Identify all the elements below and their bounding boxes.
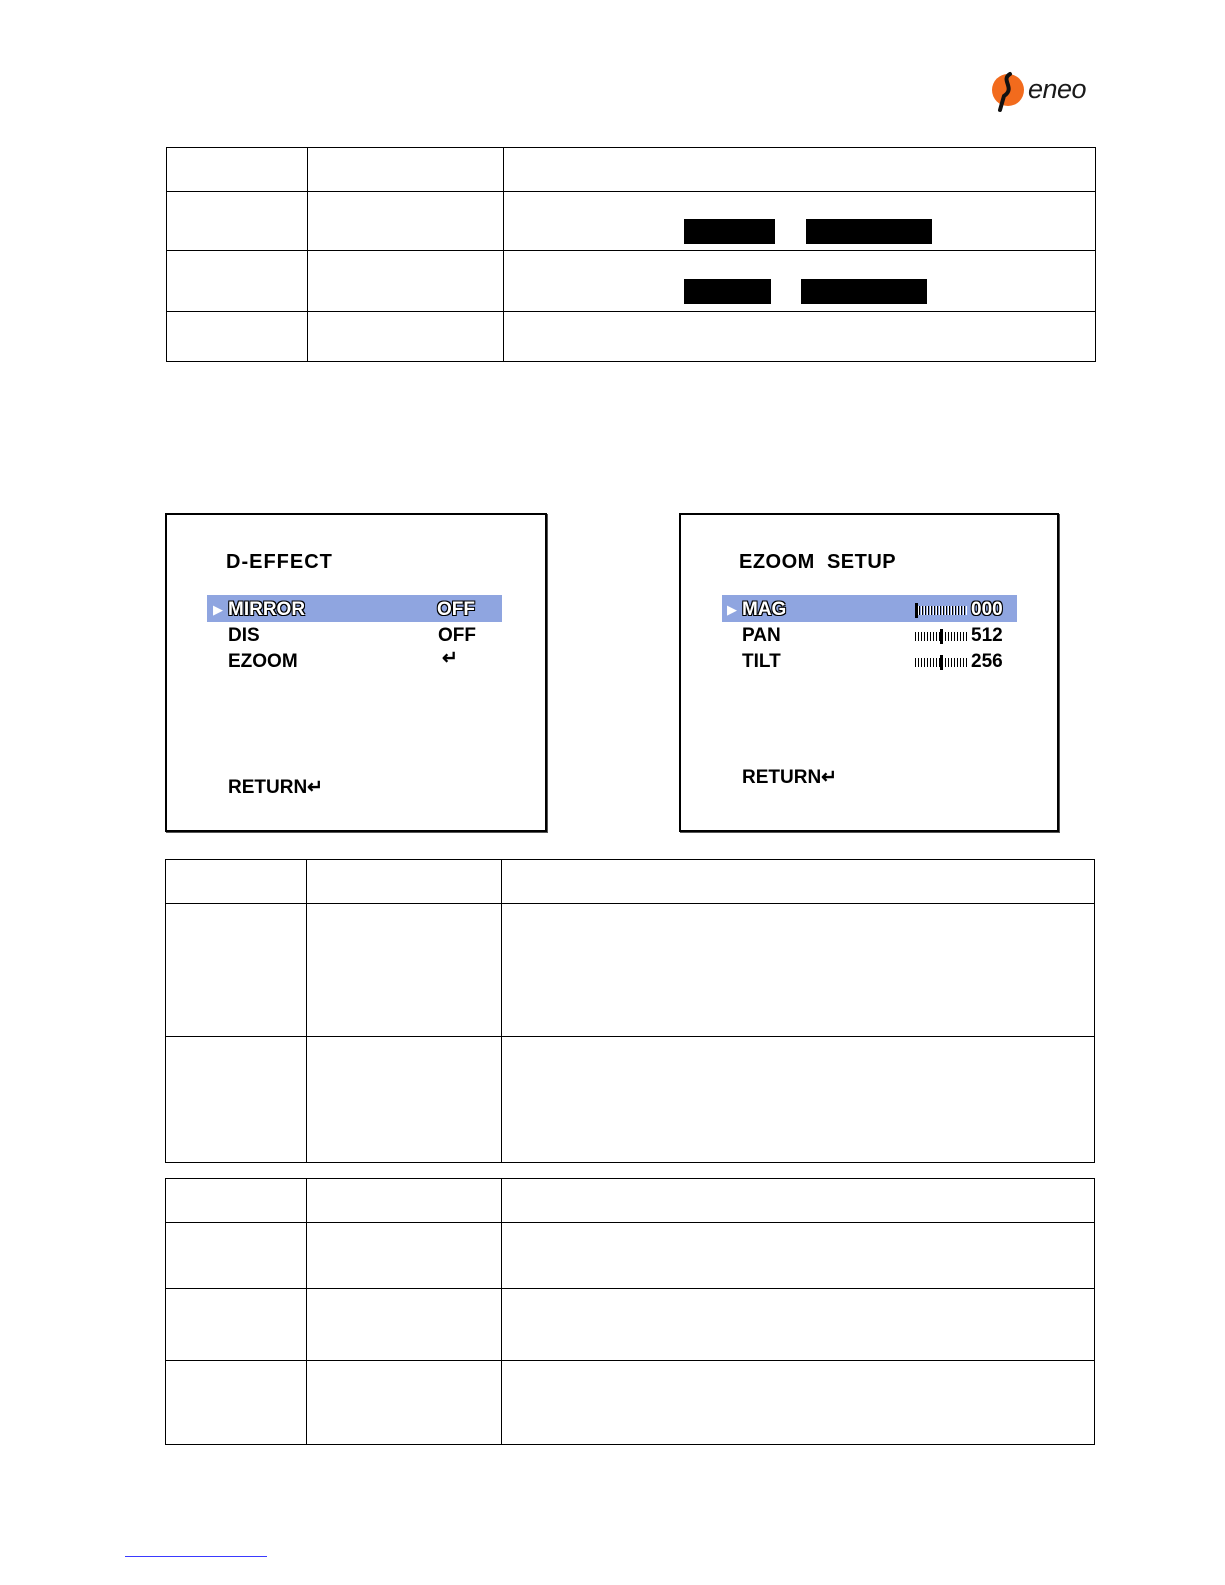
menu-item-mag[interactable]: MAG <box>742 599 787 620</box>
pan-value: 512 <box>971 625 1003 646</box>
table-cell <box>166 1361 307 1445</box>
table-cell <box>502 904 1095 1037</box>
redaction-block <box>801 279 927 304</box>
menu-value-dis[interactable]: OFF <box>438 625 476 646</box>
table-cell <box>166 1289 307 1361</box>
redaction-block <box>684 219 775 244</box>
table-3 <box>165 1178 1095 1445</box>
table-cell <box>167 251 308 312</box>
menu-item-ezoom[interactable]: EZOOM <box>228 651 298 672</box>
table-cell <box>167 312 308 362</box>
cursor-arrow-icon: ▶ <box>213 602 223 617</box>
table-cell <box>307 904 502 1037</box>
table-cell <box>166 860 307 904</box>
table-cell <box>166 1037 307 1163</box>
osd-title: EZOOM SETUP <box>739 551 897 573</box>
table-cell <box>502 1289 1095 1361</box>
table-cell <box>307 1223 502 1289</box>
table-cell <box>502 1223 1095 1289</box>
eneo-logo <box>990 68 1100 116</box>
table-cell <box>308 148 504 192</box>
table-cell <box>166 1179 307 1223</box>
menu-item-mirror[interactable]: MIRROR <box>228 599 306 620</box>
table-cell <box>308 312 504 362</box>
menu-item-pan[interactable]: PAN <box>742 625 781 646</box>
table-cell <box>504 192 1096 251</box>
table-cell <box>308 192 504 251</box>
table-cell <box>167 148 308 192</box>
table-1 <box>166 147 1096 362</box>
table-cell <box>307 1361 502 1445</box>
slider-marker <box>940 629 943 644</box>
table-cell <box>307 860 502 904</box>
osd-title: D-EFFECT <box>226 551 333 573</box>
redaction-block <box>684 279 771 304</box>
mag-slider[interactable] <box>915 604 967 616</box>
table-cell <box>307 1179 502 1223</box>
menu-item-tilt[interactable]: TILT <box>742 651 781 672</box>
table-cell <box>167 192 308 251</box>
enter-icon[interactable]: ↵ <box>442 648 458 669</box>
mag-value: 000 <box>971 599 1003 620</box>
return-item[interactable]: RETURN↵ <box>228 777 324 798</box>
tilt-slider[interactable] <box>915 656 967 668</box>
table-cell <box>502 860 1095 904</box>
footer-link-underline <box>125 1556 267 1557</box>
cursor-arrow-icon: ▶ <box>727 602 737 617</box>
table-cell <box>166 904 307 1037</box>
menu-value-mirror[interactable]: OFF <box>437 599 475 620</box>
redaction-block <box>806 219 932 244</box>
slider-marker <box>940 655 943 670</box>
table-cell <box>504 148 1096 192</box>
table-cell <box>166 1223 307 1289</box>
table-cell <box>502 1037 1095 1163</box>
table-cell <box>502 1361 1095 1445</box>
pan-slider[interactable] <box>915 630 967 642</box>
table-cell <box>307 1289 502 1361</box>
menu-item-dis[interactable]: DIS <box>228 625 260 646</box>
table-cell <box>308 251 504 312</box>
table-cell <box>307 1037 502 1163</box>
logo-mark-icon <box>990 68 1030 116</box>
table-cell <box>502 1179 1095 1223</box>
tilt-value: 256 <box>971 651 1003 672</box>
osd-ezoom-setup-menu <box>679 513 1059 832</box>
osd-d-effect-menu <box>165 513 547 832</box>
return-item[interactable]: RETURN↵ <box>742 767 838 788</box>
table-cell <box>504 312 1096 362</box>
slider-marker <box>915 603 918 618</box>
logo-text: eneo <box>1028 74 1087 104</box>
table-cell <box>504 251 1096 312</box>
table-2 <box>165 859 1095 1163</box>
